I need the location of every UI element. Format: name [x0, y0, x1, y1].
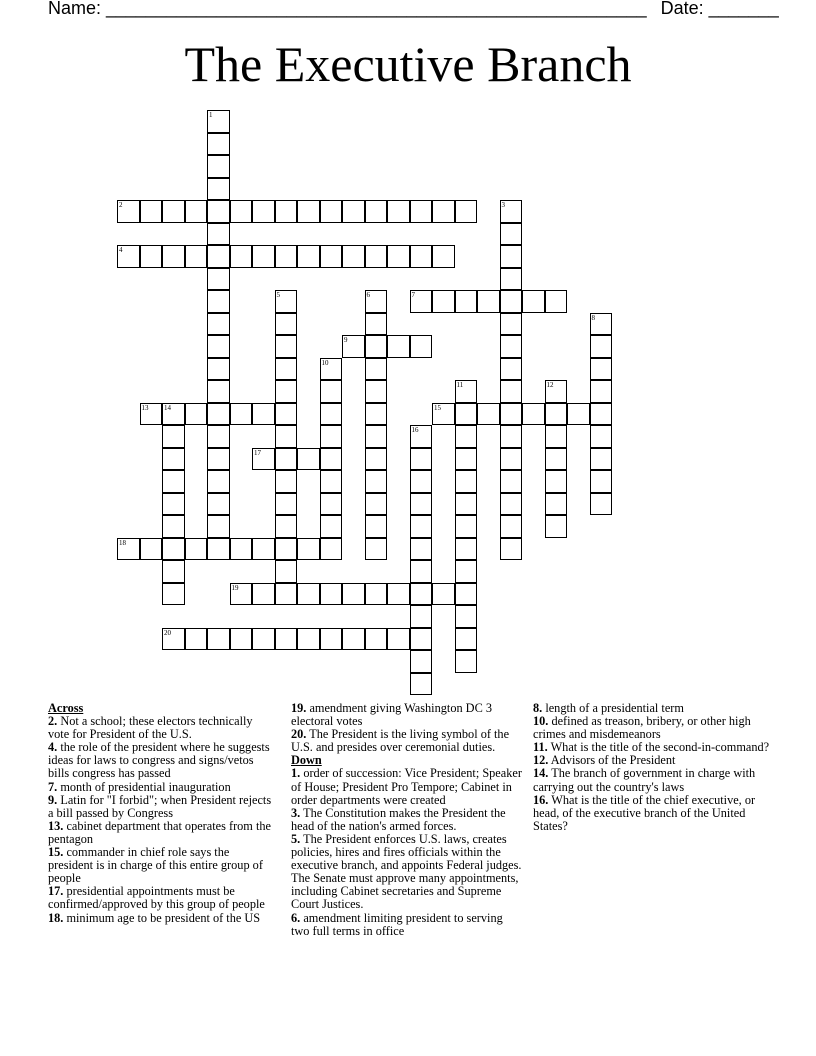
grid-cell[interactable]	[500, 470, 523, 493]
grid-cell[interactable]	[500, 380, 523, 403]
grid-cell[interactable]	[252, 403, 275, 426]
grid-cell[interactable]	[207, 628, 230, 651]
grid-cell[interactable]	[320, 200, 343, 223]
grid-cell[interactable]	[275, 583, 298, 606]
grid-cell[interactable]	[522, 290, 545, 313]
grid-cell[interactable]	[410, 605, 433, 628]
grid-cell[interactable]	[432, 290, 455, 313]
grid-cell[interactable]	[320, 628, 343, 651]
clue-down-8: 8. length of a presidential term	[533, 701, 684, 715]
grid-cell[interactable]	[275, 380, 298, 403]
grid-cell[interactable]	[320, 493, 343, 516]
grid-cell[interactable]	[365, 358, 388, 381]
grid-cell[interactable]	[410, 425, 433, 448]
grid-cell[interactable]	[207, 245, 230, 268]
grid-cell[interactable]	[320, 425, 343, 448]
grid-cell[interactable]	[140, 538, 163, 561]
grid-cell[interactable]	[477, 290, 500, 313]
grid-cell[interactable]	[410, 245, 433, 268]
grid-cell[interactable]	[590, 380, 613, 403]
grid-cell[interactable]	[365, 515, 388, 538]
clues-column-3	[533, 702, 773, 833]
grid-cell[interactable]	[387, 200, 410, 223]
grid-cell[interactable]	[230, 628, 253, 651]
grid-cell[interactable]	[365, 583, 388, 606]
grid-cell[interactable]	[140, 200, 163, 223]
grid-cell[interactable]	[320, 538, 343, 561]
clue-down-1: 1. order of succession: Vice President; Speaker of House; President Pro Tempore; Cabinet in order departments were created	[291, 766, 522, 807]
clue-number: 6	[366, 291, 370, 299]
grid-cell[interactable]	[455, 493, 478, 516]
grid-cell[interactable]	[410, 628, 433, 651]
grid-cell[interactable]	[207, 290, 230, 313]
grid-cell[interactable]	[387, 335, 410, 358]
clue-across-4: 4. the role of the president where he suggests ideas for laws to congress and signs/vetos bills congress has passed	[48, 740, 270, 781]
grid-cell[interactable]	[545, 425, 568, 448]
clue-across-20: 20. The President is the living symbol of the U.S. and presides over ceremonial duties.	[291, 727, 510, 755]
grid-cell[interactable]	[365, 200, 388, 223]
grid-cell[interactable]	[207, 380, 230, 403]
grid-cell[interactable]	[275, 245, 298, 268]
grid-cell[interactable]	[365, 425, 388, 448]
grid-cell[interactable]	[162, 583, 185, 606]
grid-cell[interactable]	[230, 200, 253, 223]
grid-cell[interactable]	[365, 538, 388, 561]
grid-cell[interactable]	[365, 380, 388, 403]
clues-column-2	[291, 702, 523, 938]
grid-cell[interactable]	[162, 628, 185, 651]
grid-cell[interactable]	[275, 448, 298, 471]
grid-cell[interactable]	[252, 245, 275, 268]
grid-cell[interactable]	[275, 335, 298, 358]
grid-cell[interactable]	[207, 133, 230, 156]
grid-cell[interactable]	[230, 583, 253, 606]
grid-cell[interactable]	[140, 245, 163, 268]
grid-cell[interactable]	[275, 470, 298, 493]
clue-number: 12	[546, 381, 554, 389]
grid-cell[interactable]	[387, 628, 410, 651]
clue-number: 8	[591, 313, 595, 322]
grid-cell[interactable]	[275, 493, 298, 516]
grid-cell[interactable]	[500, 245, 523, 268]
grid-cell[interactable]	[455, 515, 478, 538]
grid-cell[interactable]	[500, 200, 523, 223]
grid-cell[interactable]	[275, 313, 298, 336]
grid-cell[interactable]	[500, 448, 523, 471]
grid-cell[interactable]	[320, 403, 343, 426]
grid-cell[interactable]	[387, 583, 410, 606]
across-heading: Across	[48, 701, 84, 715]
grid-cell[interactable]	[252, 448, 275, 471]
grid-cell[interactable]	[297, 538, 320, 561]
grid-cell[interactable]	[455, 403, 478, 426]
grid-cell[interactable]	[455, 560, 478, 583]
grid-cell[interactable]	[275, 628, 298, 651]
grid-cell[interactable]	[252, 538, 275, 561]
grid-cell[interactable]	[365, 403, 388, 426]
clue-down-12: 12. Advisors of the President	[533, 753, 676, 768]
clue-number: 19	[231, 583, 239, 592]
grid-cell[interactable]	[162, 448, 185, 471]
clue-down-16: 16. What is the title of the chief executive, or head, of the executive branch of the United States?	[533, 792, 756, 833]
grid-cell[interactable]	[252, 200, 275, 223]
clue-number: 2	[119, 201, 123, 209]
grid-cell[interactable]	[365, 313, 388, 336]
grid-cell[interactable]	[117, 245, 140, 268]
clue-across-2: 2. Not a school; these electors technically vote for President of the U.S.	[48, 714, 253, 742]
grid-cell[interactable]	[207, 493, 230, 516]
grid-cell[interactable]	[230, 403, 253, 426]
grid-cell[interactable]	[410, 470, 433, 493]
clue-number: 9	[344, 336, 348, 344]
grid-cell[interactable]	[342, 200, 365, 223]
grid-cell[interactable]	[207, 313, 230, 336]
clue-down-10: 10. defined as treason, bribery, or other high crimes and misdemeanors	[533, 714, 751, 742]
grid-cell[interactable]	[545, 403, 568, 426]
grid-cell[interactable]	[207, 515, 230, 538]
clue-across-18: 18. minimum age to be president of the US	[48, 910, 261, 925]
grid-cell[interactable]	[230, 245, 253, 268]
grid-cell[interactable]	[500, 358, 523, 381]
grid-cell[interactable]	[432, 245, 455, 268]
clue-number: 7	[411, 291, 415, 299]
clue-down-3: 3. The Constitution makes the President the head of the nation's armed forces.	[291, 805, 506, 833]
grid-cell[interactable]	[162, 560, 185, 583]
grid-cell[interactable]	[320, 245, 343, 268]
grid-cell[interactable]	[207, 448, 230, 471]
grid-cell[interactable]	[207, 538, 230, 561]
grid-cell[interactable]	[207, 335, 230, 358]
grid-cell[interactable]	[207, 403, 230, 426]
clue-number: 16	[411, 426, 419, 434]
puzzle-title: The Executive Branch	[184, 36, 632, 92]
clue-number: 4	[119, 246, 123, 254]
grid-cell[interactable]	[365, 470, 388, 493]
clue-number: 1	[209, 111, 213, 119]
grid-cell[interactable]	[207, 200, 230, 223]
clue-number: 11	[456, 381, 464, 389]
grid-cell[interactable]	[297, 583, 320, 606]
clue-number: 5	[276, 291, 280, 299]
grid-cell[interactable]	[117, 538, 140, 561]
grid-cell[interactable]	[545, 380, 568, 403]
grid-cell[interactable]	[342, 335, 365, 358]
grid-cell[interactable]	[500, 268, 523, 291]
grid-cell[interactable]	[522, 403, 545, 426]
grid-cell[interactable]	[320, 358, 343, 381]
grid-cell[interactable]	[477, 403, 500, 426]
grid-cell[interactable]	[590, 470, 613, 493]
grid-cell[interactable]	[590, 425, 613, 448]
name-field-label[interactable]: Name: ______________________________________________________	[48, 0, 647, 18]
clue-down-5: 5. The President enforces U.S. laws, creates policies, hires and fires officials within the executive branch, and appoints Federal judges. The Senate must approve many appointments, including Cabinet secretaries and Supreme Court Justices.	[291, 831, 522, 912]
grid-cell[interactable]	[162, 200, 185, 223]
down-heading: Down	[291, 753, 322, 768]
grid-cell[interactable]	[455, 380, 478, 403]
clue-down-6: 6. amendment limiting president to serving two full terms in office	[291, 910, 503, 938]
clues-column-1	[48, 702, 276, 925]
grid-cell[interactable]	[567, 403, 590, 426]
clue-number: 3	[501, 201, 505, 209]
grid-cell[interactable]	[500, 335, 523, 358]
grid-cell[interactable]	[590, 448, 613, 471]
grid-cell[interactable]	[455, 583, 478, 606]
grid-cell[interactable]	[545, 470, 568, 493]
grid-cell[interactable]	[320, 470, 343, 493]
grid-cell[interactable]	[410, 493, 433, 516]
clue-across-13: 13. cabinet department that operates from the pentagon	[48, 818, 271, 846]
grid-cell[interactable]	[410, 673, 433, 696]
grid-cell[interactable]	[320, 515, 343, 538]
grid-cell[interactable]	[365, 448, 388, 471]
grid-cell[interactable]	[207, 425, 230, 448]
clue-across-17: 17. presidential appointments must be confirmed/approved by this group of people	[48, 884, 265, 912]
grid-cell[interactable]	[590, 313, 613, 336]
grid-cell[interactable]	[455, 538, 478, 561]
grid-cell[interactable]	[207, 155, 230, 178]
grid-cell[interactable]	[185, 628, 208, 651]
clue-number: 20	[164, 628, 171, 637]
grid-cell[interactable]	[410, 448, 433, 471]
grid-cell[interactable]	[455, 290, 478, 313]
grid-cell[interactable]	[185, 200, 208, 223]
clue-number: 15	[434, 403, 441, 412]
clue-number: 18	[119, 538, 126, 547]
grid-cell[interactable]	[320, 583, 343, 606]
grid-cell[interactable]	[252, 583, 275, 606]
grid-cell[interactable]	[455, 628, 478, 651]
grid-cell[interactable]	[500, 313, 523, 336]
grid-cell[interactable]	[162, 425, 185, 448]
grid-cell[interactable]	[207, 268, 230, 291]
grid-cell[interactable]	[410, 560, 433, 583]
date-field-label[interactable]: Date: _______	[660, 0, 779, 18]
grid-cell[interactable]	[275, 515, 298, 538]
grid-cell[interactable]	[207, 358, 230, 381]
grid-cell[interactable]	[410, 335, 433, 358]
grid-cell[interactable]	[455, 425, 478, 448]
grid-cell[interactable]	[590, 493, 613, 516]
grid-cell[interactable]	[410, 583, 433, 606]
grid-cell[interactable]	[162, 403, 185, 426]
grid-cell[interactable]	[590, 335, 613, 358]
grid-cell[interactable]	[275, 425, 298, 448]
grid-cell[interactable]	[320, 448, 343, 471]
grid-cell[interactable]	[297, 245, 320, 268]
grid-cell[interactable]	[500, 290, 523, 313]
grid-cell[interactable]	[342, 628, 365, 651]
grid-cell[interactable]	[162, 470, 185, 493]
grid-cell[interactable]	[455, 200, 478, 223]
clue-number: 14	[164, 403, 171, 412]
grid-cell[interactable]	[410, 515, 433, 538]
grid-cell[interactable]	[387, 245, 410, 268]
grid-cell[interactable]	[455, 470, 478, 493]
grid-cell[interactable]	[297, 200, 320, 223]
grid-cell[interactable]	[500, 515, 523, 538]
grid-cell[interactable]	[185, 403, 208, 426]
grid-cell[interactable]	[207, 178, 230, 201]
clue-number: 17	[254, 448, 261, 457]
grid-cell[interactable]	[275, 290, 298, 313]
grid-cell[interactable]	[275, 560, 298, 583]
grid-cell[interactable]	[342, 583, 365, 606]
grid-cell[interactable]	[545, 290, 568, 313]
grid-cell[interactable]	[320, 380, 343, 403]
grid-cell[interactable]	[410, 650, 433, 673]
grid-cell[interactable]	[455, 448, 478, 471]
grid-cell[interactable]	[410, 200, 433, 223]
grid-cell[interactable]	[185, 538, 208, 561]
clue-down-11: 11. What is the title of the second-in-command?	[533, 740, 770, 755]
clue-across-19: 19. amendment giving Washington DC 3 electoral votes	[291, 701, 492, 729]
grid-cell[interactable]	[500, 493, 523, 516]
grid-cell[interactable]	[230, 538, 253, 561]
grid-cell[interactable]	[545, 515, 568, 538]
grid-cell[interactable]	[275, 200, 298, 223]
grid-cell[interactable]	[590, 403, 613, 426]
grid-cell[interactable]	[545, 448, 568, 471]
grid-cell[interactable]	[297, 628, 320, 651]
grid-cell[interactable]	[500, 403, 523, 426]
grid-cell[interactable]	[410, 538, 433, 561]
grid-cell[interactable]	[432, 403, 455, 426]
grid-cell[interactable]	[162, 515, 185, 538]
grid-cell[interactable]	[365, 493, 388, 516]
grid-cell[interactable]	[365, 290, 388, 313]
clue-down-14: 14. The branch of government in charge with carrying out the country's laws	[533, 766, 756, 794]
grid-cell[interactable]	[275, 403, 298, 426]
grid-cell[interactable]	[162, 245, 185, 268]
grid-cell[interactable]	[365, 628, 388, 651]
grid-cell[interactable]	[500, 223, 523, 246]
grid-cell[interactable]	[140, 403, 163, 426]
grid-cell[interactable]	[275, 358, 298, 381]
grid-cell[interactable]	[410, 290, 433, 313]
grid-cell[interactable]	[365, 245, 388, 268]
grid-cell[interactable]	[455, 605, 478, 628]
grid-cell[interactable]	[117, 200, 140, 223]
clue-across-7: 7. month of presidential inauguration	[48, 779, 231, 794]
grid-cell[interactable]	[275, 538, 298, 561]
grid-cell[interactable]	[590, 358, 613, 381]
grid-cell[interactable]	[162, 538, 185, 561]
grid-cell[interactable]	[365, 335, 388, 358]
grid-cell[interactable]	[500, 425, 523, 448]
grid-cell[interactable]	[545, 493, 568, 516]
grid-cell[interactable]	[432, 200, 455, 223]
grid-cell[interactable]	[162, 493, 185, 516]
grid-cell[interactable]	[252, 628, 275, 651]
clue-number: 13	[141, 403, 149, 412]
clue-across-15: 15. commander in chief role says the president is in charge of this entire group of people	[48, 845, 263, 886]
grid-cell[interactable]	[500, 538, 523, 561]
grid-cell[interactable]	[297, 448, 320, 471]
grid-cell[interactable]	[455, 650, 478, 673]
grid-cell[interactable]	[207, 223, 230, 246]
grid-cell[interactable]	[207, 470, 230, 493]
grid-cell[interactable]	[207, 110, 230, 133]
grid-cell[interactable]	[432, 583, 455, 606]
grid-cell[interactable]	[342, 245, 365, 268]
grid-cell[interactable]	[185, 245, 208, 268]
clue-across-9: 9. Latin for "I forbid"; when President rejects a bill passed by Congress	[48, 792, 272, 820]
clue-number: 10	[321, 358, 329, 367]
